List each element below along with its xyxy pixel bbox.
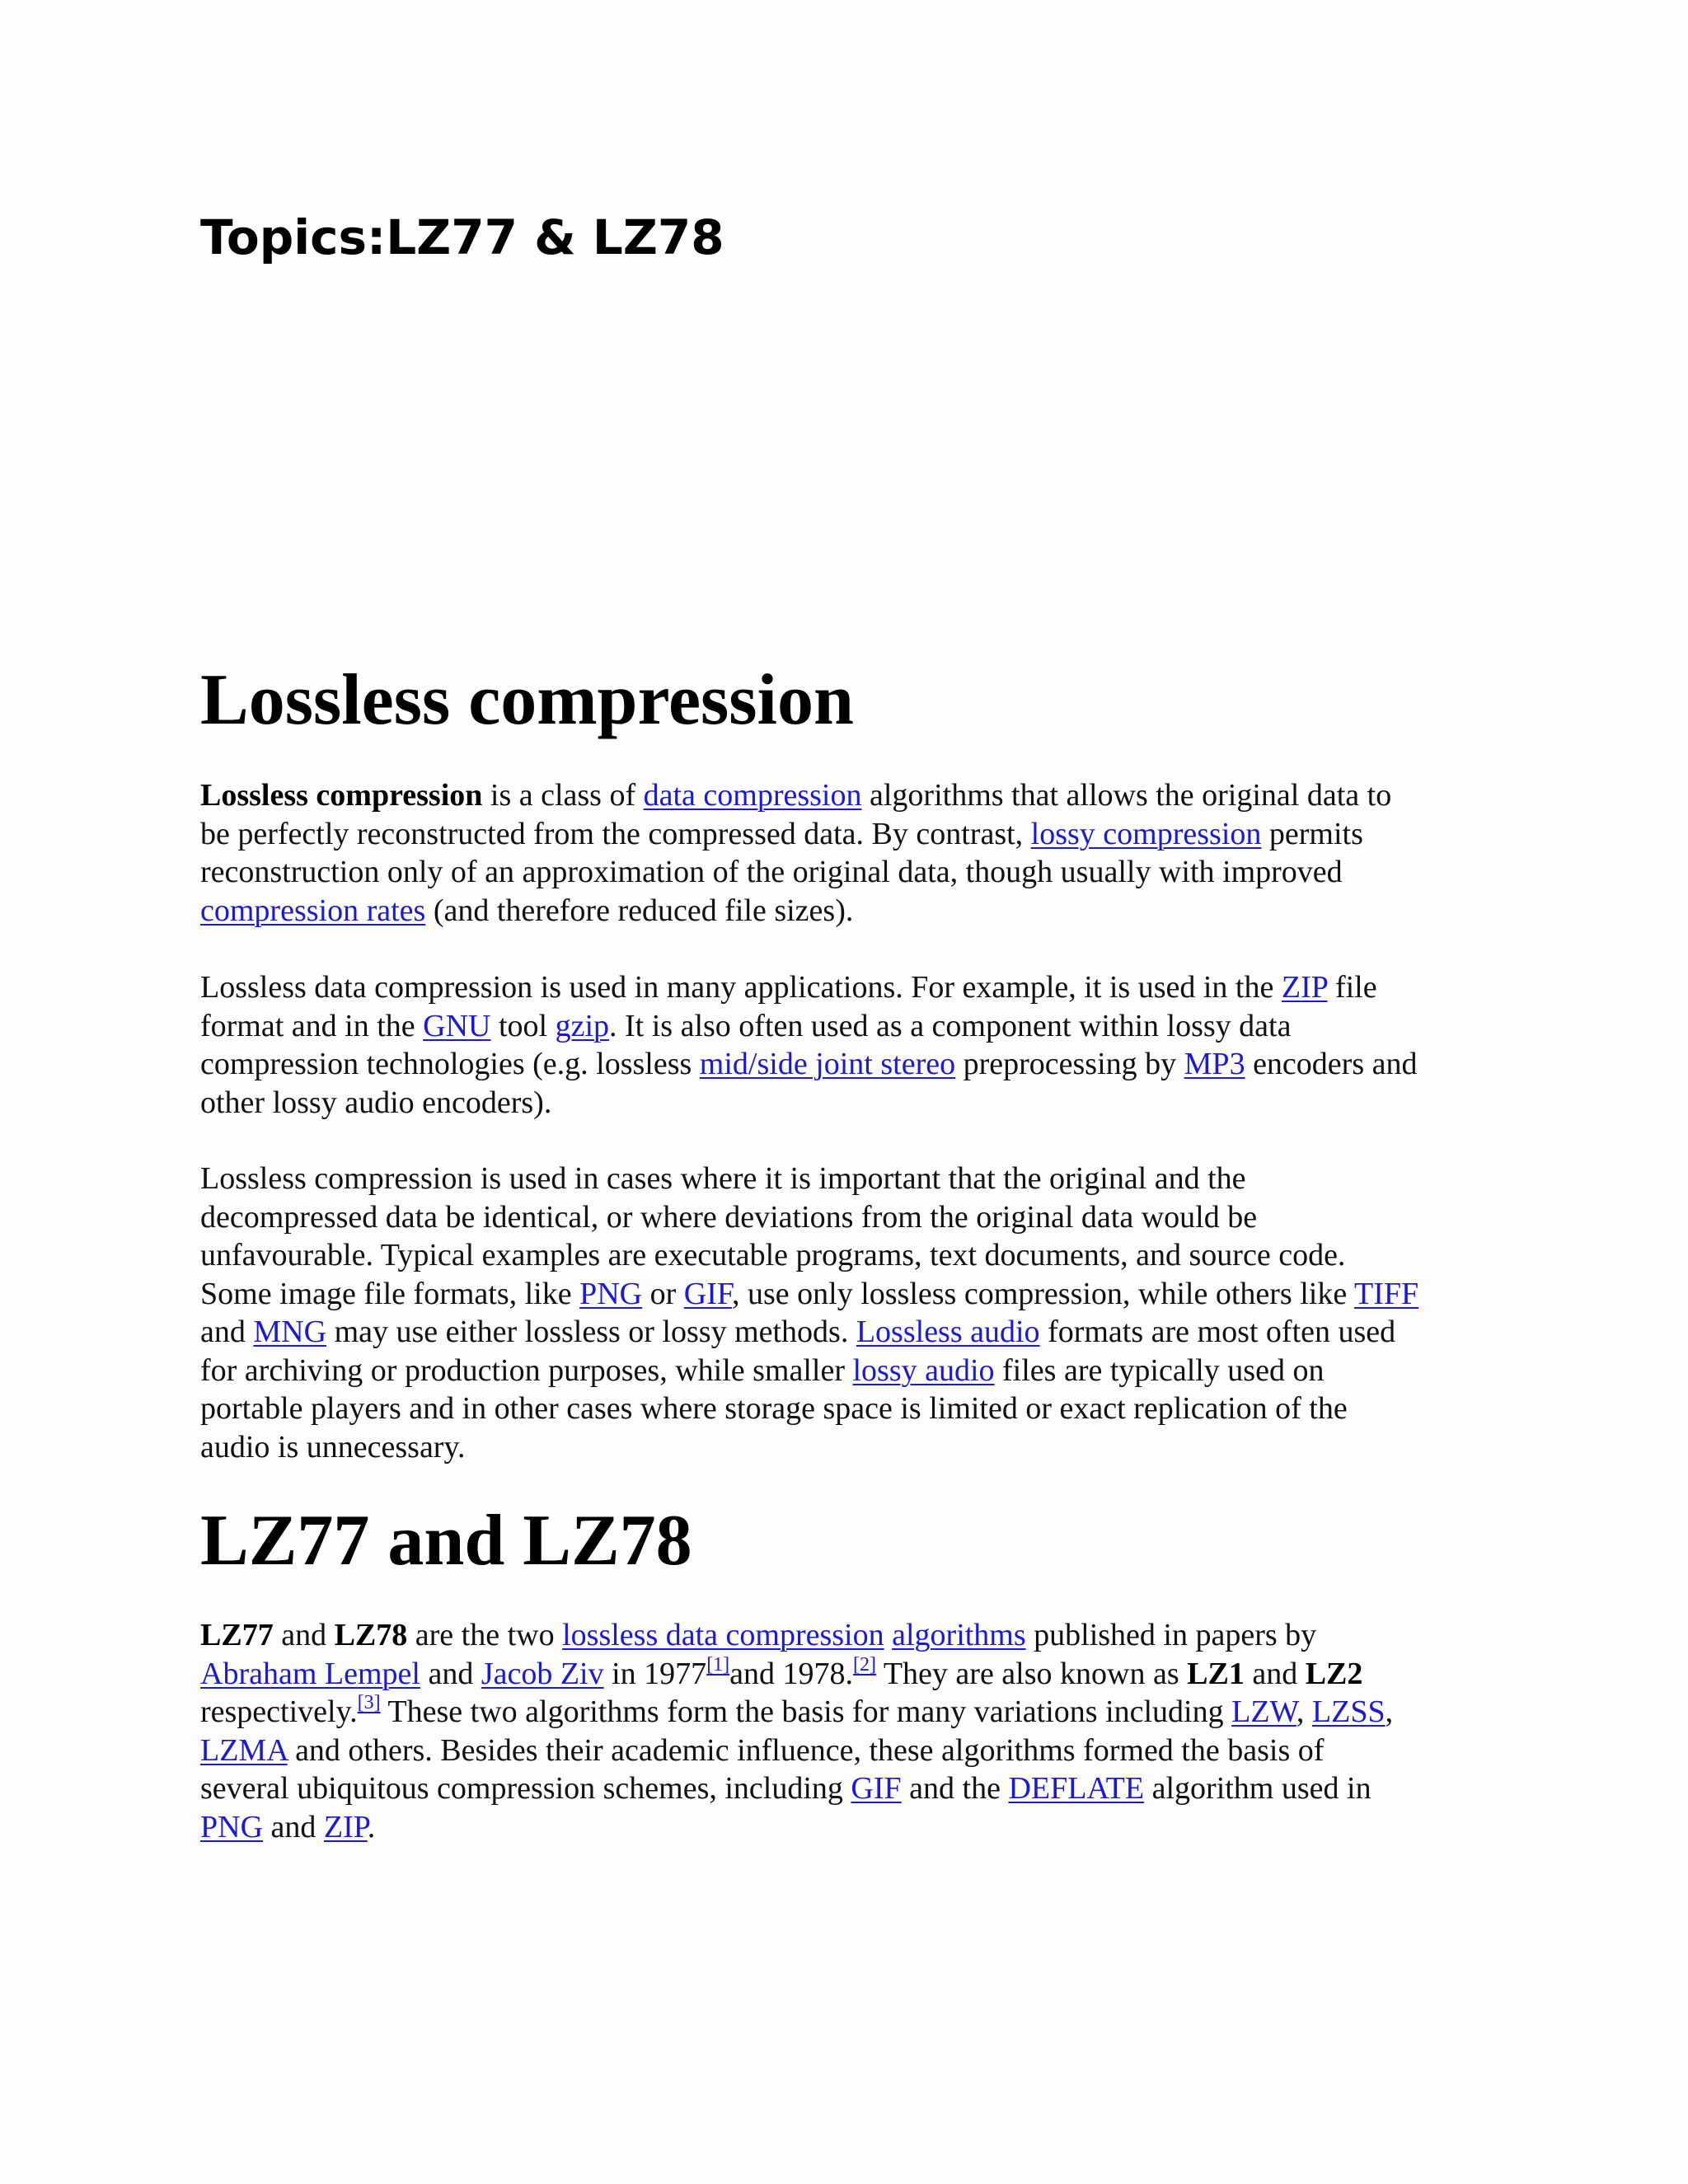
link-compression-rates[interactable]: compression rates [200, 893, 426, 928]
lz77-lz78-heading: LZ77 and LZ78 [200, 1501, 692, 1581]
link-lzma[interactable]: LZMA [200, 1732, 288, 1768]
citation-3[interactable]: [3] [357, 1692, 381, 1713]
link-mid-side-joint-stereo[interactable]: mid/side joint stereo [699, 1047, 956, 1081]
link-deflate[interactable]: DEFLATE [1008, 1771, 1145, 1806]
link-png-2[interactable]: PNG [200, 1809, 264, 1844]
lossless-paragraph-2: Lossless data compression is used in many applications. For example, it is used in the ZIP file format and in the GNU tool gzip. It is also often used as a component within lossy data compression technologies (e.g. lossless mid/side joint stereo preprocessing by MP3 encoders and other lossy audio encoders). [200, 970, 1418, 1120]
lossless-compression-heading: Lossless compression [200, 660, 854, 740]
link-zip[interactable]: ZIP [1281, 970, 1328, 1005]
link-data-compression[interactable]: data compression [643, 778, 862, 813]
lossless-paragraph-3: Lossless compression is used in cases where it is important that the original and the decompressed data be identical, or where deviations from the original data would be unfavourable. Typical examples are executable programs, text documents, and source code. Some image file formats, like PNG or GIF, use only lossless compression, while others like TIFF and MNG may use either lossless or lossy methods. Lossless audio formats are most often used for archiving or production purposes, while smaller lossy audio files are typically used on portable players and in other cases where storage space is limited or exact replication of the audio is unnecessary. [200, 1161, 1419, 1465]
link-lossy-compression[interactable]: lossy compression [1030, 816, 1262, 851]
link-zip-2[interactable]: ZIP [323, 1809, 368, 1844]
link-gif-2[interactable]: GIF [851, 1771, 902, 1806]
link-mng[interactable]: MNG [253, 1315, 327, 1349]
link-gif[interactable]: GIF [683, 1276, 732, 1311]
link-gzip[interactable]: gzip [555, 1008, 610, 1043]
link-algorithms[interactable]: algorithms [892, 1618, 1026, 1652]
link-jacob-ziv[interactable]: Jacob Ziv [481, 1656, 604, 1691]
link-gnu[interactable]: GNU [423, 1008, 491, 1043]
bold-term: Lossless compression [200, 778, 483, 813]
bold-term: LZ77 [200, 1618, 274, 1652]
link-lossy-audio[interactable]: lossy audio [852, 1352, 995, 1388]
citation-2[interactable]: [2] [853, 1653, 877, 1675]
link-png[interactable]: PNG [579, 1276, 643, 1311]
link-lzw[interactable]: LZW [1231, 1694, 1296, 1729]
topic-title: Topics:LZ77 & LZ78 [200, 209, 724, 265]
citation-1[interactable]: [1] [706, 1653, 730, 1675]
link-lzss[interactable]: LZSS [1311, 1694, 1386, 1729]
bold-term: LZ2 [1305, 1656, 1363, 1691]
link-lossless-data-compression[interactable]: lossless data compression [562, 1618, 884, 1652]
link-mp3[interactable]: MP3 [1184, 1047, 1245, 1081]
lz-paragraph: LZ77 and LZ78 are the two lossless data compression algorithms published in papers by Abraham Lempel and Jacob Ziv in 1977[1]and 1978.[2] They are also known as LZ1 and LZ2 respectively.[3] These two algorithms form the basis for many variations including LZW, LZSS, LZMA and others. Besides their academic influence, these algorithms formed the basis of several ubiquitous compression schemes, including GIF and the DEFLATE algorithm used in PNG and ZIP. [200, 1618, 1394, 1844]
link-abraham-lempel[interactable]: Abraham Lempel [200, 1656, 420, 1691]
link-tiff[interactable]: TIFF [1354, 1276, 1419, 1311]
bold-term: LZ78 [334, 1618, 408, 1652]
lossless-paragraph-1: Lossless compression is a class of data compression algorithms that allows the original data to be perfectly reconstructed from the compressed data. By contrast, lossy compression permits reconstruction only of an approximation of the original data, though usually with improved compression rates (and therefore reduced file sizes). [200, 778, 1392, 928]
link-lossless-audio[interactable]: Lossless audio [856, 1315, 1040, 1349]
bold-term: LZ1 [1187, 1656, 1245, 1691]
